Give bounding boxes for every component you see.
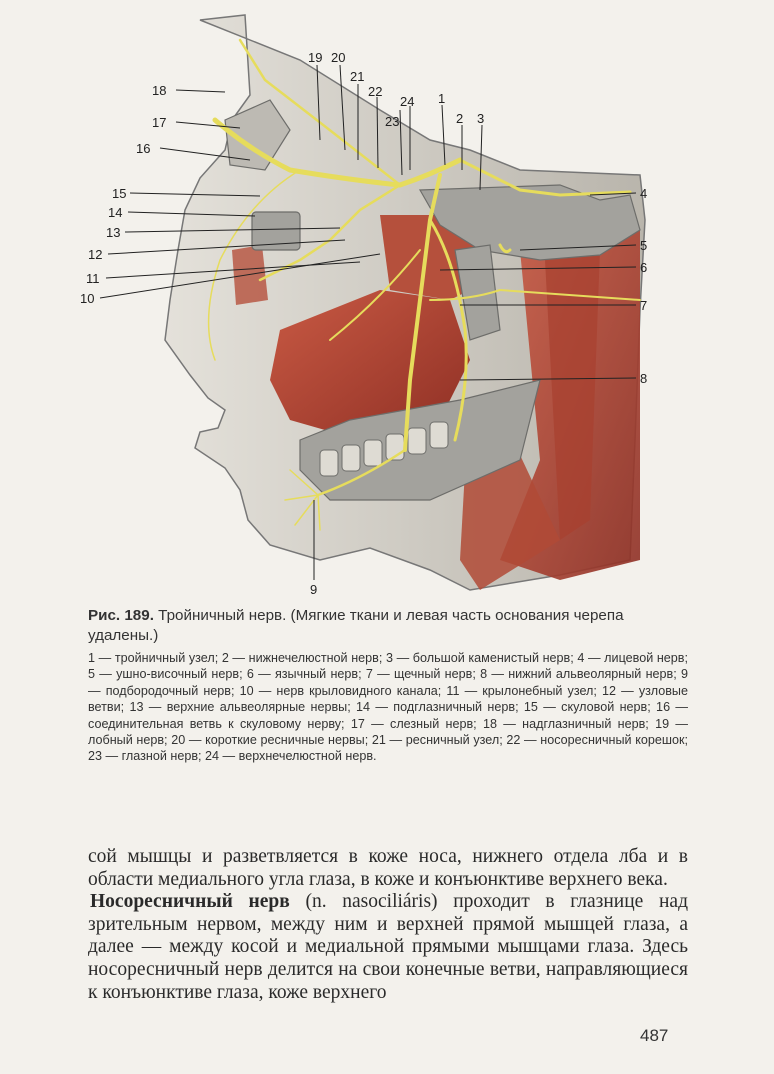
label-6: 6: [640, 260, 648, 275]
label-23: 23: [385, 114, 400, 129]
label-17: 17: [152, 115, 167, 130]
label-14: 14: [108, 205, 123, 220]
label-16: 16: [136, 141, 151, 156]
label-10: 10: [80, 291, 95, 306]
label-24: 24: [400, 94, 415, 109]
label-5: 5: [640, 238, 648, 253]
page-number: 487: [640, 1026, 669, 1045]
label-1: 1: [438, 91, 446, 106]
figure-legend: 1 — тройничный узел; 2 — нижнечелюстной нерв; 3 — большой каменистый нерв; 4 — лицевой нерв; 5 — ушно-височный нерв; 6 — язычный нерв; 7 — щечный нерв; 8 — нижний альвеолярный нерв; 9 — подбородочный нерв; 10 — нерв крыловидного канала; 11 — крылонебный узел; 12 — узловые ветви; 13 — верхние альвеолярные нервы; 14 — подглазничный нерв; 15 — скуловой нерв; 16 — соединительная ветвь к скуловому нерву; 17 — слезный нерв; 18 — надглазничный нерв; 19 — лобный нерв; 20 — короткие ресничные нервы; 21 — ресничный узел; 22 — носоресничный корешок; 23 — глазной нерв; 24 — верхнечелюстной нерв.: [88, 651, 688, 764]
label-4: 4: [640, 186, 648, 201]
label-9: 9: [310, 582, 318, 597]
label-2: 2: [456, 111, 464, 126]
figure-caption: [88, 606, 688, 646]
label-22: 22: [368, 84, 383, 99]
label-8: 8: [640, 371, 648, 386]
label-19: 19: [308, 50, 323, 65]
label-21: 21: [350, 69, 365, 84]
figure-number: Рис. 189.: [88, 607, 154, 624]
label-18: 18: [152, 83, 167, 98]
label-11: 11: [86, 271, 100, 286]
label-12: 12: [88, 247, 103, 262]
label-20: 20: [331, 50, 346, 65]
figure-title: Тройничный нерв. (Мягкие ткани и левая часть основания черепа удалены.): [88, 607, 624, 644]
paragraph-2: [88, 891, 688, 1004]
label-3: 3: [477, 111, 485, 126]
label-13: 13: [106, 225, 121, 240]
label-7: 7: [640, 298, 648, 313]
nasociliary-term: Носоресничный нерв: [90, 891, 290, 913]
label-15: 15: [112, 186, 127, 201]
paragraph-2-text: (n. nasociliáris) проходит в глазнице над зрительным нервом, между ним и верхней прямой мышцей глаза, а далее — между косой и медиальной прямыми мышцами глаза. Здесь носоресничный нерв делится на свои конечные ветви, направляющиеся к конъюнктиве глаза, коже верхнего: [88, 891, 688, 1003]
body-text: [88, 846, 688, 1004]
paragraph-1: сой мышцы и разветвляется в коже носа, нижнего отдела лба и в области медиального угла глаза, в коже и конъюнктиве верхнего века.: [88, 846, 688, 890]
